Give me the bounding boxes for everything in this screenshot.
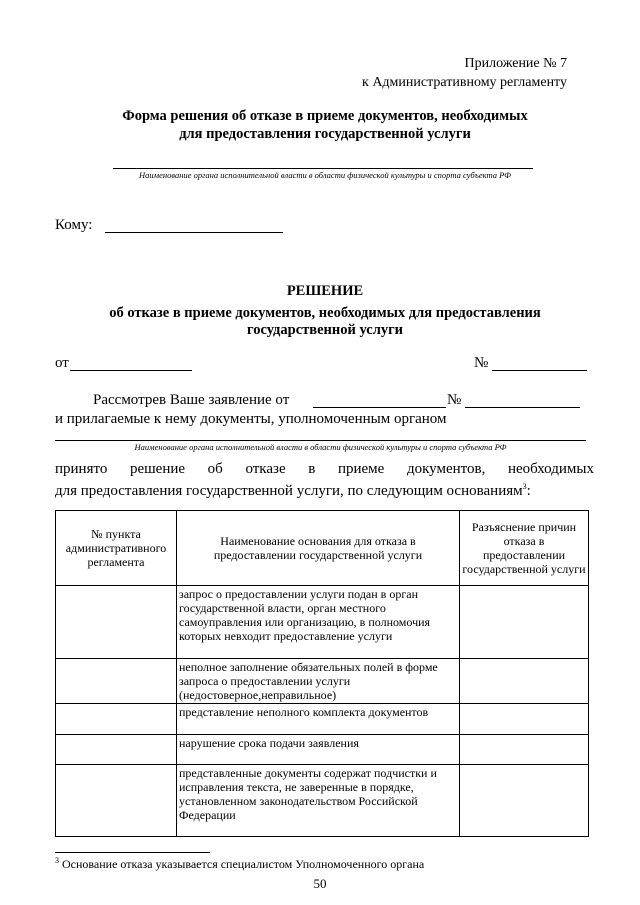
grounds-colon: :	[526, 483, 531, 499]
footnote-ref: 3	[522, 482, 527, 491]
appendix-line-2: к Административному регламенту	[362, 75, 567, 90]
cell-point	[56, 586, 177, 659]
cell-point	[56, 659, 177, 704]
cell-reason: представление неполного комплекта документов	[177, 704, 460, 735]
cell-explanation	[460, 659, 589, 704]
decided-word: отказе	[245, 461, 286, 477]
decision-subtitle-2: государственной услуги	[246, 322, 404, 338]
attached-text: и прилагаемые к нему документы, уполномоченным органом	[55, 411, 447, 427]
header-reason: Наименование основания для отказа в предоставлении государственной услуги	[177, 511, 460, 586]
cell-reason: представленные документы содержат подчистки и исправления текста, не заверенные в порядке, установленном законодательством Российской Федерации	[177, 765, 460, 837]
decided-word: решение	[129, 461, 186, 477]
footnote-text: Основание отказа указывается специалистом Уполномоченного органа	[62, 857, 425, 871]
authority-caption-2: Наименование органа исполнительной власти в области физической культуры и спорта субъекта РФ	[134, 442, 507, 452]
decided-word: об	[207, 461, 223, 477]
application-number-underline	[465, 407, 580, 408]
grounds-text	[55, 478, 531, 500]
authority-underline-2	[55, 440, 586, 441]
to-label: Кому:	[55, 217, 93, 233]
date-label: от	[55, 355, 69, 371]
authority-underline	[113, 168, 533, 169]
number-label: №	[474, 355, 489, 371]
table-row	[56, 659, 589, 704]
cell-reason: неполное заполнение обязательных полей в форме запроса о предоставлении услуги (недостоверное,неправильное)	[177, 659, 460, 704]
cell-reason: запрос о предоставлении услуги подан в орган государственной власти, орган местного самоуправления или организацию, в полномочия которых невходит предоставление услуги	[177, 586, 460, 659]
cell-explanation	[460, 735, 589, 765]
cell-point	[56, 735, 177, 765]
form-title-line-1: Форма решения об отказе в приеме документов, необходимых	[122, 108, 528, 124]
footnote-separator	[55, 852, 210, 853]
header-explanation: Разъяснение причин отказа в предоставлении государственной услуги	[460, 511, 589, 586]
decided-word: необходимых	[507, 461, 594, 477]
application-number-label: №	[447, 392, 462, 408]
footnote	[55, 856, 424, 872]
decided-word: принято	[55, 461, 108, 477]
table-row	[56, 765, 589, 837]
decided-word: в	[308, 461, 316, 477]
decision-subtitle-1: об отказе в приеме документов, необходимых для предоставления	[109, 305, 541, 321]
decision-title: РЕШЕНИЕ	[286, 283, 364, 299]
cell-explanation	[460, 586, 589, 659]
table-row	[56, 704, 589, 735]
authority-caption: Наименование органа исполнительной власти в области физической культуры и спорта субъекта РФ	[139, 170, 511, 180]
grounds-main: для предоставления государственной услуги, по следующим основаниям	[55, 483, 523, 499]
table-row	[56, 586, 589, 659]
header-point: № пункта административного регламента	[56, 511, 177, 586]
appendix-line-1: Приложение № 7	[464, 56, 567, 71]
cell-explanation	[460, 765, 589, 837]
cell-point	[56, 765, 177, 837]
to-underline	[105, 232, 283, 233]
decided-word: документов,	[406, 461, 486, 477]
table-header-row	[56, 511, 589, 586]
cell-explanation	[460, 704, 589, 735]
footnote-mark: 3	[55, 856, 59, 865]
decided-word: приеме	[337, 461, 385, 477]
date-underline	[70, 370, 192, 371]
application-date-underline	[313, 407, 446, 408]
cell-point	[56, 704, 177, 735]
table-row	[56, 735, 589, 765]
reasons-table	[55, 510, 589, 837]
considered-text: Рассмотрев Ваше заявление от	[93, 392, 290, 408]
number-underline	[492, 370, 587, 371]
cell-reason: нарушение срока подачи заявления	[177, 735, 460, 765]
page-number: 50	[313, 876, 327, 891]
decided-line	[55, 460, 594, 478]
form-title-line-2: для предоставления государственной услуги	[179, 126, 471, 142]
